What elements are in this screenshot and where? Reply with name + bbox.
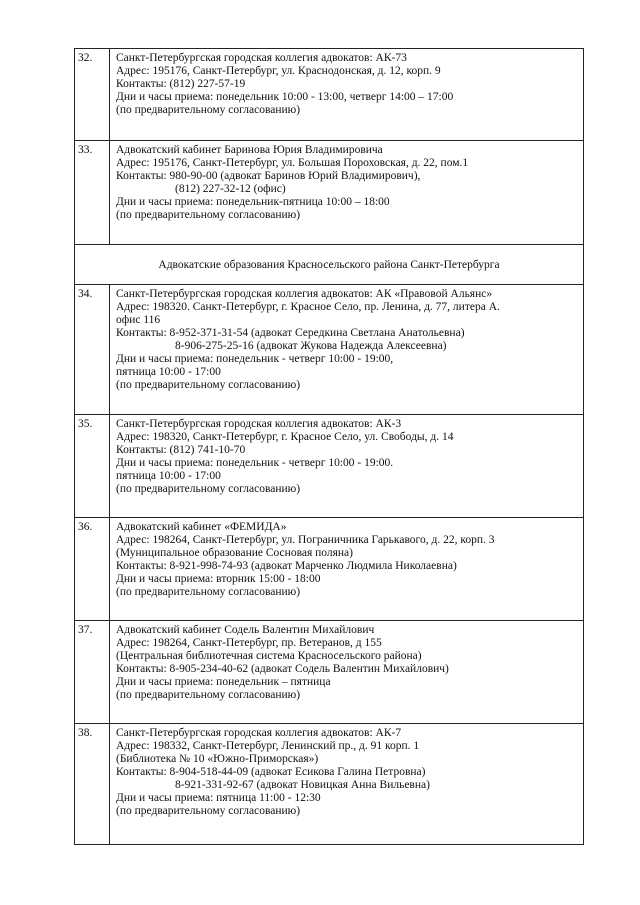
entry-note: (по предварительному согласованию) — [116, 689, 301, 701]
entry-note: (по предварительному согласованию) — [116, 586, 301, 598]
entry-details — [110, 724, 584, 845]
entry-details — [110, 49, 584, 141]
entry-details — [110, 518, 584, 621]
entry-address: Адрес: 195176, Санкт-Петербург, ул. Краснодонская, д. 12, корп. 9 — [116, 65, 441, 77]
table-row — [75, 518, 584, 621]
entry-contacts-extra: (812) 227-32-12 (офис) — [175, 183, 286, 195]
entry-hours: Дни и часы приема: пятница 11:00 - 12:30 — [116, 792, 321, 804]
entry-contacts: Контакты: 8-952-371-31-54 (адвокат Середкина Светлана Анатольевна) — [116, 327, 465, 339]
entry-number: 37. — [75, 621, 110, 724]
entry-note: (по предварительному согласованию) — [116, 805, 301, 817]
entry-hours: Дни и часы приема: понедельник – пятница — [116, 676, 331, 688]
table-row — [75, 285, 584, 415]
entry-location-note: (Центральная библиотечная система Красносельского района) — [116, 650, 422, 662]
entry-note: (по предварительному согласованию) — [116, 379, 301, 391]
entry-org-name: Адвокатский кабинет Баринова Юрия Владимировича — [116, 144, 383, 156]
entry-hours-cont: пятница 10:00 - 17:00 — [116, 470, 221, 482]
entry-org-name: Санкт-Петербургская городская коллегия адвокатов: АК-73 — [116, 52, 407, 64]
entry-address: Адрес: 198264, Санкт-Петербург, пр. Ветеранов, д 155 — [116, 637, 382, 649]
section-title: Адвокатские образования Красносельского района Санкт-Петербурга — [75, 245, 584, 285]
entry-number: 36. — [75, 518, 110, 621]
entry-hours: Дни и часы приема: понедельник - четверг 10:00 - 19:00, — [116, 353, 394, 365]
entry-number: 32. — [75, 49, 110, 141]
lawyers-registry-table — [74, 48, 584, 845]
entry-hours: Дни и часы приема: вторник 15:00 - 18:00 — [116, 573, 321, 585]
entry-number: 34. — [75, 285, 110, 415]
entry-hours: Дни и часы приема: понедельник 10:00 - 13:00, четверг 14:00 – 17:00 — [116, 91, 454, 103]
table-row — [75, 49, 584, 141]
entry-details — [110, 621, 584, 724]
section-header-row — [75, 245, 584, 285]
entry-details — [110, 141, 584, 245]
entry-org-name: Санкт-Петербургская городская коллегия адвокатов: АК-3 — [116, 418, 402, 430]
entry-contacts-extra: 8-906-275-25-16 (адвокат Жукова Надежда Алексеевна) — [175, 340, 447, 352]
table-row — [75, 415, 584, 518]
entry-number: 35. — [75, 415, 110, 518]
entry-location-note: (Муниципальное образование Сосновая поляна) — [116, 547, 353, 559]
entry-contacts: Контакты: 8-921-998-74-93 (адвокат Марченко Людмила Николаевна) — [116, 560, 457, 572]
entry-location-note: (Библиотека № 10 «Южно-Приморская») — [116, 753, 319, 765]
entry-org-name: Санкт-Петербургская городская коллегия адвокатов: АК «Правовой Альянс» — [116, 288, 493, 300]
entry-hours-cont: пятница 10:00 - 17:00 — [116, 366, 221, 378]
entry-details — [110, 285, 584, 415]
entry-contacts: Контакты: (812) 227-57-19 — [116, 78, 246, 90]
entry-address: Адрес: 198320. Санкт-Петербург, г. Красное Село, пр. Ленина, д. 77, литера А. — [116, 301, 500, 313]
entry-address: Адрес: 195176, Санкт-Петербург, ул. Большая Пороховская, д. 22, пом.1 — [116, 157, 469, 169]
entry-address-cont: офис 116 — [116, 314, 161, 326]
entry-org-name: Адвокатский кабинет Содель Валентин Михайлович — [116, 624, 375, 636]
table-row — [75, 141, 584, 245]
entry-hours: Дни и часы приема: понедельник-пятница 10:00 – 18:00 — [116, 196, 390, 208]
entry-address: Адрес: 198264, Санкт-Петербург, ул. Пограничника Гарькавого, д. 22, корп. 3 — [116, 534, 495, 546]
table-row — [75, 621, 584, 724]
entry-contacts: Контакты: 8-904-518-44-09 (адвокат Есикова Галина Петровна) — [116, 766, 426, 778]
entry-note: (по предварительному согласованию) — [116, 209, 301, 221]
table-row — [75, 724, 584, 845]
entry-contacts: Контакты: (812) 741-10-70 — [116, 444, 246, 456]
entry-contacts-extra: 8-921-331-92-67 (адвокат Новицкая Анна Вильевна) — [175, 779, 430, 791]
entry-number: 38. — [75, 724, 110, 845]
entry-address: Адрес: 198332, Санкт-Петербург, Ленинский пр., д. 91 корп. 1 — [116, 740, 420, 752]
entry-contacts: Контакты: 8-905-234-40-62 (адвокат Содель Валентин Михайлович) — [116, 663, 449, 675]
entry-note: (по предварительному согласованию) — [116, 104, 301, 116]
entry-address: Адрес: 198320, Санкт-Петербург, г. Красное Село, ул. Свободы, д. 14 — [116, 431, 454, 443]
entry-contacts: Контакты: 980-90-00 (адвокат Баринов Юрий Владимирович), — [116, 170, 421, 182]
entry-org-name: Санкт-Петербургская городская коллегия адвокатов: АК-7 — [116, 727, 402, 739]
entry-number: 33. — [75, 141, 110, 245]
entry-hours: Дни и часы приема: понедельник - четверг 10:00 - 19:00. — [116, 457, 394, 469]
entry-org-name: Адвокатский кабинет «ФЕМИДА» — [116, 521, 287, 533]
entry-note: (по предварительному согласованию) — [116, 483, 301, 495]
entry-details — [110, 415, 584, 518]
